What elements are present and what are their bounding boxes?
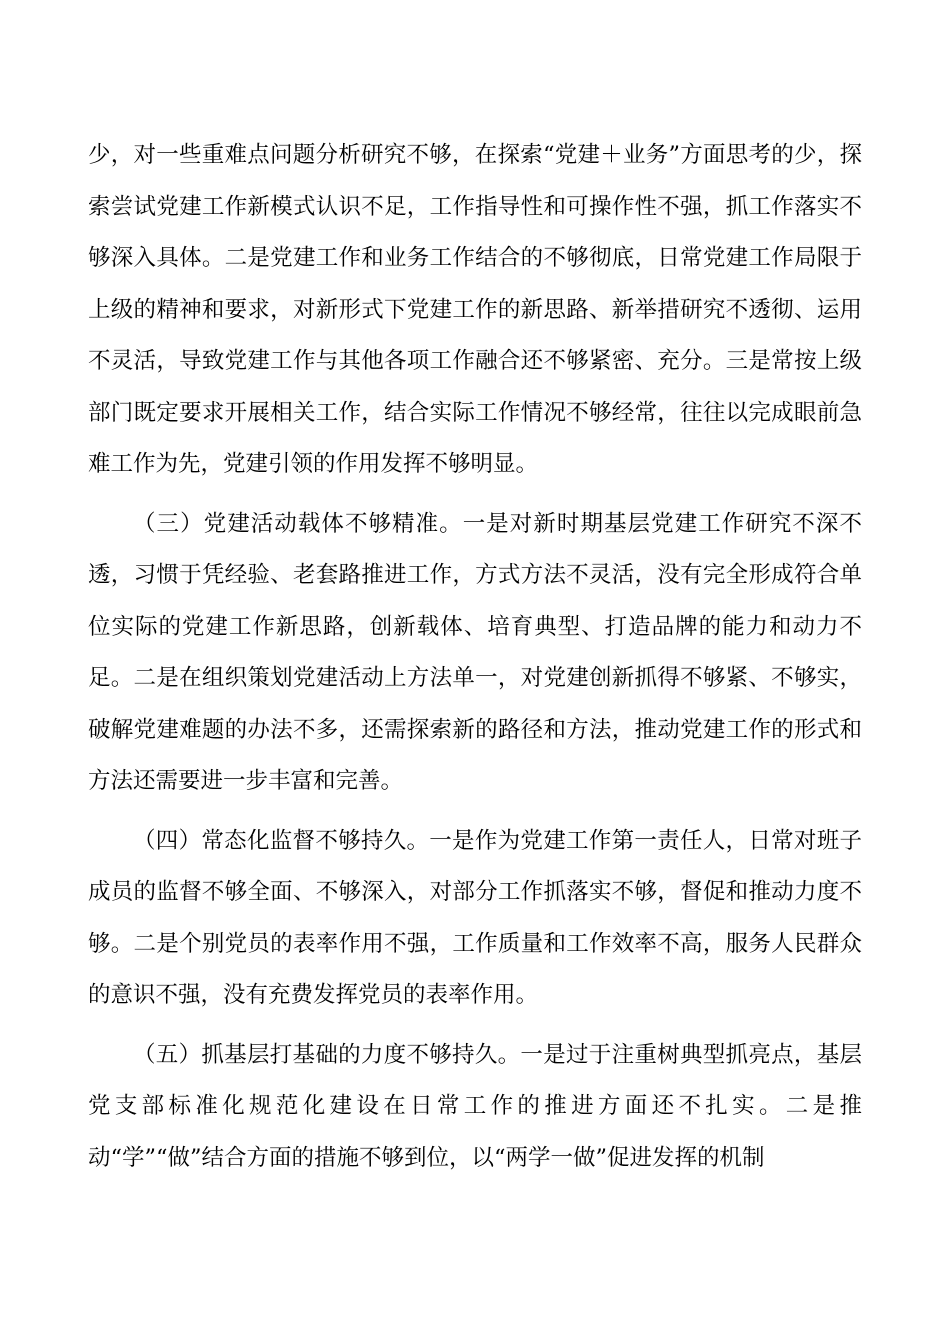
paragraph-section-four: （四）常态化监督不够持久。一是作为党建工作第一责任人，日常对班子成员的监督不够全面、不够深入，对部分工作抓落实不够，督促和推动力度不够。二是个别党员的表率作用不强，工作质量和工作效率不高，服务人民群众的意识不强，没有充费发挥党员的表率作用。	[88, 827, 862, 1008]
document-page	[88, 130, 862, 1192]
paragraph-continued: 少，对一些重难点问题分析研究不够，在探索“党建＋业务”方面思考的少，探索尝试党建工作新模式认识不足，工作指导性和可操作性不强，抓工作落实不够深入具体。二是党建工作和业务工作结合的不够彻底，日常党建工作局限于上级的精神和要求，对新形式下党建工作的新思路、新举措研究不透彻、运用不灵活，导致党建工作与其他各项工作融合还不够紧密、充分。三是常按上级部门既定要求开展相关工作，结合实际工作情况不够经常，往往以完成眼前急难工作为先，党建引领的作用发挥不够明显。	[88, 142, 862, 477]
paragraph-section-three: （三）党建活动载体不够精准。一是对新时期基层党建工作研究不深不透，习惯于凭经验、老套路推进工作，方式方法不灵活，没有完全形成符合单位实际的党建工作新思路，创新载体、培育典型、打造品牌的能力和动力不足。二是在组织策划党建活动上方法单一，对党建创新抓得不够紧、不够实，破解党建难题的办法不多，还需探索新的路径和方法，推动党建工作的形式和方法还需要进一步丰富和完善。	[88, 510, 862, 794]
paragraph-section-five: （五）抓基层打基础的力度不够持久。一是过于注重树典型抓亮点，基层党支部标准化规范化建设在日常工作的推进方面还不扎实。二是推动“学”“做”结合方面的措施不够到位，以“两学一做”促进发挥的机制	[88, 1041, 862, 1171]
